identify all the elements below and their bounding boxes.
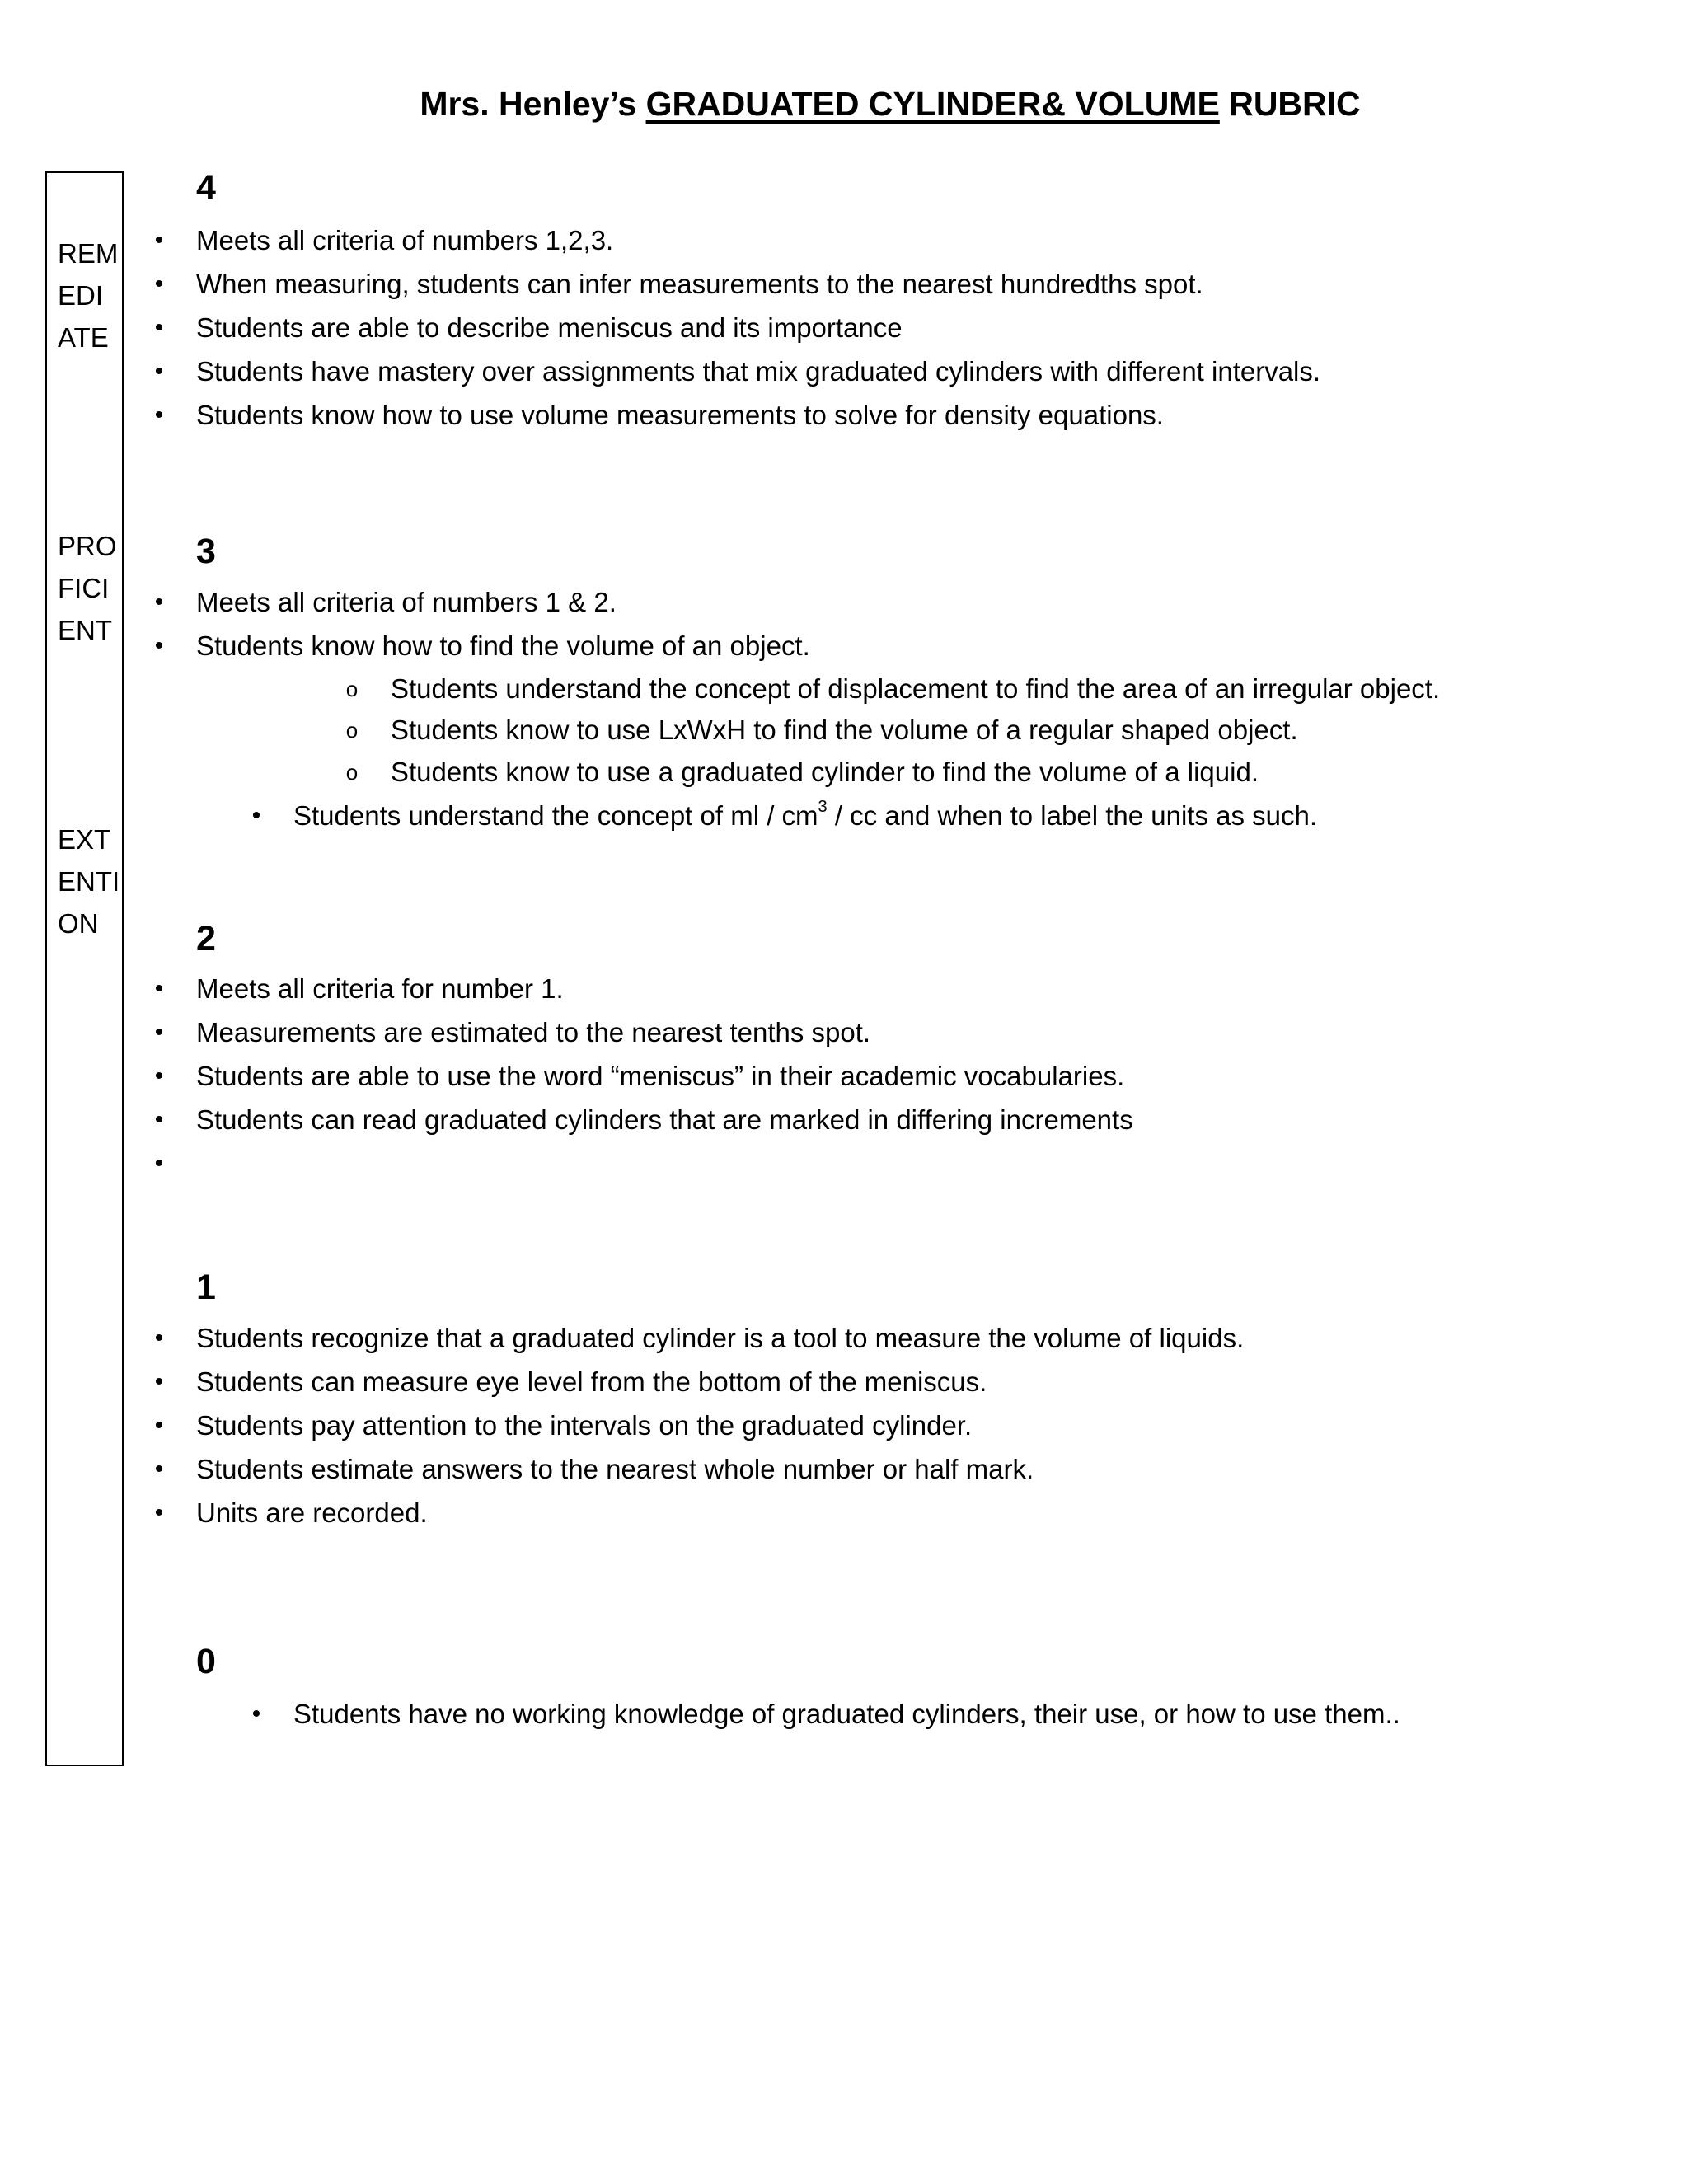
sidebar-frame (45, 171, 124, 1766)
circle-bullet-icon: o (345, 718, 359, 743)
level-4-item: • Students are able to describe meniscus and its importance (196, 310, 903, 346)
circle-bullet-icon: o (345, 677, 359, 701)
title-suffix: RUBRIC (1219, 85, 1361, 123)
bullet-icon: • (154, 314, 164, 341)
bullet-icon: • (154, 1368, 164, 1395)
level-1-item: • Students pay attention to the intervals on the graduated cylinder. (196, 1408, 972, 1444)
level-0-heading: 0 (196, 1642, 216, 1681)
sidebar-label-remediate: REM EDI ATE (58, 238, 119, 353)
level-2-item: • Students can read graduated cylinders that are marked in differing increments (196, 1102, 1133, 1138)
title-prefix: Mrs. Henley’s (420, 85, 646, 123)
level-3-subitem: o Students understand the concept of displacement to find the area of an irregular object. (391, 671, 1440, 707)
bullet-icon: • (251, 802, 261, 829)
level-1-item: • Students recognize that a graduated cylinder is a tool to measure the volume of liquids. (196, 1320, 1244, 1357)
level-3-subitem: o Students know to use a graduated cylinder to find the volume of a liquid. (391, 754, 1259, 790)
bullet-icon: • (154, 588, 164, 616)
level-0-item: • Students have no working knowledge of graduated cylinders, their use, or how to use them.. (293, 1696, 1400, 1732)
bullet-icon: • (154, 1412, 164, 1439)
bullet-icon: • (154, 1019, 164, 1046)
bullet-icon: • (154, 975, 164, 1002)
bullet-icon: • (154, 1324, 164, 1352)
bullet-icon: • (154, 1062, 164, 1090)
level-2-heading: 2 (196, 919, 216, 958)
circle-bullet-icon: o (345, 760, 359, 785)
bullet-icon: • (154, 270, 164, 298)
level-2-item: • Measurements are estimated to the nearest tenths spot. (196, 1015, 870, 1051)
level-4-item: • Meets all criteria of numbers 1,2,3. (196, 223, 613, 259)
bullet-icon: • (154, 1499, 164, 1526)
level-1-item: • Students can measure eye level from the bottom of the meniscus. (196, 1364, 987, 1400)
bullet-icon: • (154, 358, 164, 385)
bullet-icon: • (154, 227, 164, 254)
level-4-item: • Students have mastery over assignments that mix graduated cylinders with different intervals. (196, 354, 1320, 390)
level-1-item: • Students estimate answers to the nearest whole number or half mark. (196, 1451, 1034, 1488)
bullet-icon: • (154, 632, 164, 659)
bullet-icon: • (154, 401, 164, 429)
level-4-item: • When measuring, students can infer measurements to the nearest hundredths spot. (196, 266, 1203, 302)
bullet-icon: • (154, 1455, 164, 1483)
level-2-item: • Students are able to use the word “meniscus” in their academic vocabularies. (196, 1058, 1124, 1094)
sidebar-label-extention: EXT ENTI ON (58, 824, 120, 939)
level-4-heading: 4 (196, 168, 216, 208)
title-underlined: GRADUATED CYLINDER& VOLUME (645, 85, 1220, 123)
level-1-heading: 1 (196, 1268, 216, 1307)
level-3-item: • Meets all criteria of numbers 1 & 2. (196, 584, 617, 621)
sidebar-label-proficient: PRO FICI ENT (58, 531, 117, 645)
level-3-item: • Students know how to find the volume of an object. (196, 628, 810, 664)
page-title (0, 81, 1688, 127)
bullet-icon: • (154, 1106, 164, 1133)
level-3-units-item: • Students understand the concept of ml / $cm^3$ / cc and when to label the units as such. (293, 798, 1317, 834)
level-4-item: • Students know how to use volume measurements to solve for density equations. (196, 397, 1164, 434)
bullet-icon: • (154, 1150, 164, 1177)
level-3-subitem: o Students know to use LxWxH to find the volume of a regular shaped object. (391, 712, 1298, 748)
level-3-heading: 3 (196, 532, 216, 571)
level-1-item: • Units are recorded. (196, 1495, 428, 1531)
bullet-icon: • (251, 1700, 261, 1727)
level-2-item: • Meets all criteria for number 1. (196, 971, 564, 1007)
